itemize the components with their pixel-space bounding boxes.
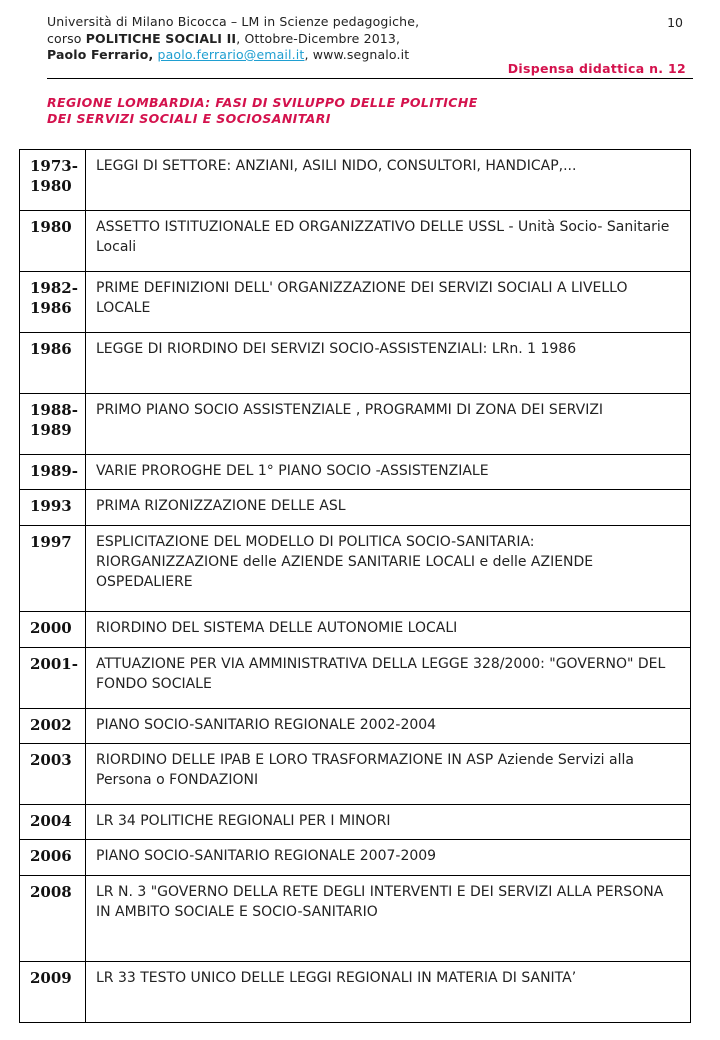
header-line-course (47, 31, 419, 48)
section-title-line1: REGIONE LOMBARDIA: FASI DI SVILUPPO DELLE POLITICHE (47, 95, 478, 110)
table-row (20, 150, 691, 211)
row-year: 1993 (20, 490, 86, 526)
course-name: POLITICHE SOCIALI II (85, 30, 237, 46)
row-description: LEGGI DI SETTORE: ANZIANI, ASILI NIDO, CONSULTORI, HANDICAP,... (86, 150, 691, 211)
header-line-university: Università di Milano Bicocca – LM in Scienze pedagogiche, (47, 14, 420, 29)
table-row (20, 272, 691, 333)
author-name: Paolo Ferrario, (47, 47, 154, 62)
row-year (20, 394, 86, 455)
table-row (20, 805, 691, 840)
year-part: 1982- (30, 279, 78, 297)
row-description: RIORDINO DELLE IPAB E LORO TRASFORMAZIONE IN ASP Aziende Servizi alla Persona o FONDAZIONI (86, 744, 691, 805)
row-description: LEGGE DI RIORDINO DEI SERVIZI SOCIO-ASSISTENZIALI: LRn. 1 1986 (86, 333, 691, 394)
row-year (20, 272, 86, 333)
row-description: PRIME DEFINIZIONI DELL' ORGANIZZAZIONE DEI SERVIZI SOCIALI A LIVELLO LOCALE (86, 272, 691, 333)
row-year: 2008 (20, 876, 86, 962)
row-description: PRIMO PIANO SOCIO ASSISTENZIALE , PROGRAMMI DI ZONA DEI SERVIZI (86, 394, 691, 455)
table-row (20, 876, 691, 962)
header-divider (47, 78, 693, 79)
row-description: LR 33 TESTO UNICO DELLE LEGGI REGIONALI IN MATERIA DI SANITA’ (86, 962, 691, 1023)
author-email-link[interactable]: paolo.ferrario@email.it (157, 47, 305, 62)
row-description: PRIMA RIZONIZZAZIONE DELLE ASL (86, 490, 691, 526)
row-description: PIANO SOCIO-SANITARIO REGIONALE 2002-2004 (86, 709, 691, 744)
table-row (20, 709, 691, 744)
section-title-line2: DEI SERVIZI SOCIALI E SOCIOSANITARI (47, 111, 331, 126)
table-row (20, 333, 691, 394)
table-row (20, 211, 691, 272)
section-title (47, 95, 478, 127)
year-part: 1986 (30, 299, 72, 317)
row-description: LR N. 3 "GOVERNO DELLA RETE DEGLI INTERVENTI E DEI SERVIZI ALLA PERSONA IN AMBITO SOCIALE E SOCIO-SANITARIO (86, 876, 691, 962)
row-year (20, 150, 86, 211)
year-part: 1980 (30, 177, 72, 195)
table-row (20, 394, 691, 455)
table-row (20, 840, 691, 876)
table-row (20, 648, 691, 709)
row-year: 1986 (20, 333, 86, 394)
row-year: 1980 (20, 211, 86, 272)
row-year: 2000 (20, 612, 86, 648)
row-year: 2003 (20, 744, 86, 805)
year-part: 1988- (30, 401, 78, 419)
table-row (20, 962, 691, 1023)
header-line-author (47, 47, 419, 64)
timeline-table (19, 149, 691, 1023)
table-row (20, 612, 691, 648)
row-year: 2009 (20, 962, 86, 1023)
row-year: 2004 (20, 805, 86, 840)
year-part: 1989 (30, 421, 72, 439)
dispensa-label: Dispensa didattica n. 12 (507, 61, 686, 76)
document-header (47, 14, 419, 64)
table-row (20, 526, 691, 612)
row-description: ATTUAZIONE PER VIA AMMINISTRATIVA DELLA LEGGE 328/2000: "GOVERNO" DEL FONDO SOCIALE (86, 648, 691, 709)
row-year: 2006 (20, 840, 86, 876)
row-year: 2001- (20, 648, 86, 709)
row-year: 1997 (20, 526, 86, 612)
row-year: 2002 (20, 709, 86, 744)
row-year: 1989- (20, 455, 86, 490)
table-row (20, 490, 691, 526)
page-number: 10 (667, 15, 683, 30)
row-description: PIANO SOCIO-SANITARIO REGIONALE 2007-2009 (86, 840, 691, 876)
year-part: 1973- (30, 157, 78, 175)
row-description: VARIE PROROGHE DEL 1° PIANO SOCIO -ASSISTENZIALE (86, 455, 691, 490)
row-description: ASSETTO ISTITUZIONALE ED ORGANIZZATIVO DELLE USSL - Unità Socio- Sanitarie Locali (86, 211, 691, 272)
table-row (20, 744, 691, 805)
row-description: RIORDINO DEL SISTEMA DELLE AUTONOMIE LOCALI (86, 612, 691, 648)
row-description: LR 34 POLITICHE REGIONALI PER I MINORI (86, 805, 691, 840)
author-site: , www.segnalo.it (304, 47, 410, 62)
row-description: ESPLICITAZIONE DEL MODELLO DI POLITICA SOCIO-SANITARIA: RIORGANIZZAZIONE delle AZIENDE SANITARIE LOCALI e delle AZIENDE OSPEDALIERE (86, 526, 691, 612)
course-prefix: corso (47, 30, 86, 46)
course-dates: , Ottobre-Dicembre 2013, (236, 30, 401, 46)
table-row (20, 455, 691, 490)
